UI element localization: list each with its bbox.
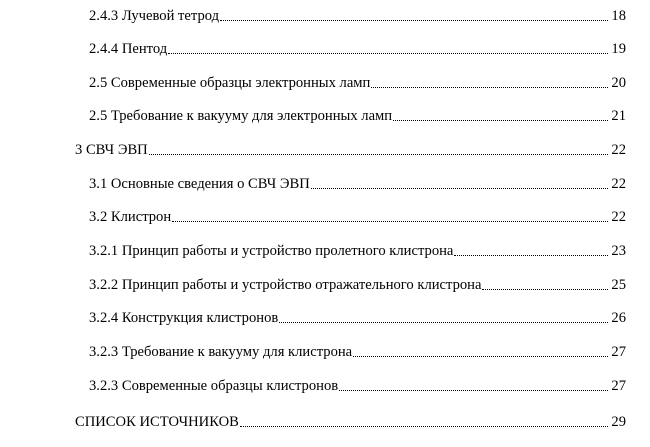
toc-entry-title: 3.2.2 Принцип работы и устройство отражательного клистрона: [89, 277, 482, 293]
toc-entry-page: 27: [611, 378, 626, 394]
dot-leader: [353, 356, 608, 357]
toc-entry-page: 22: [611, 209, 626, 225]
dot-leader: [339, 390, 608, 391]
toc-entry-title: 3.2.4 Конструкция клистронов: [89, 310, 279, 326]
toc-entry: [89, 173, 626, 193]
toc-entry-title: 2.4.3 Лучевой тетрод: [89, 8, 220, 24]
toc-entry-page: 29: [611, 414, 626, 430]
toc-entry: [89, 375, 626, 395]
toc-entry: [89, 206, 626, 226]
toc-entry: [89, 341, 626, 361]
dot-leader: [454, 255, 608, 256]
dot-leader: [172, 221, 608, 222]
dot-leader: [168, 53, 608, 54]
toc-entry-page: 22: [611, 176, 626, 192]
toc-entry-page: 20: [611, 75, 626, 91]
toc-entry: [89, 307, 626, 327]
toc-entry-title: 3.2.1 Принцип работы и устройство пролетного клистрона: [89, 243, 454, 259]
toc-entry-page: 22: [611, 142, 626, 158]
toc-entry-title: 2.5 Современные образцы электронных ламп: [89, 75, 371, 91]
dot-leader: [279, 322, 608, 323]
toc-entry: [89, 274, 626, 294]
toc-entry: [89, 240, 626, 260]
toc-entry: [89, 72, 626, 92]
toc-entry-title: 2.4.4 Пентод: [89, 41, 168, 57]
toc-entry-title: 3.2 Клистрон: [89, 209, 172, 225]
toc-entry-page: 23: [611, 243, 626, 259]
dot-leader: [311, 188, 608, 189]
dot-leader: [220, 20, 608, 21]
toc-entry-title: 3 СВЧ ЭВП: [75, 142, 148, 158]
toc-entry-title: СПИСОК ИСТОЧНИКОВ: [75, 414, 239, 430]
toc-entry: [89, 38, 626, 58]
toc-entry: [89, 5, 626, 25]
toc-entry-page: 19: [611, 41, 626, 57]
dot-leader: [240, 426, 608, 427]
toc-entry-page: 26: [611, 310, 626, 326]
dot-leader: [482, 289, 608, 290]
toc-entry-page: 27: [611, 344, 626, 360]
dot-leader: [371, 87, 608, 88]
toc-entry-page: 18: [611, 8, 626, 24]
toc-entry-title: 2.5 Требование к вакууму для электронных ламп: [89, 108, 393, 124]
toc-entry-title: 3.1 Основные сведения о СВЧ ЭВП: [89, 176, 310, 192]
toc-entry-title: 3.2.3 Требование к вакууму для клистрона: [89, 344, 353, 360]
toc-entry-page: 25: [611, 277, 626, 293]
toc-entry: [89, 105, 626, 125]
toc-entry-title: 3.2.3 Современные образцы клистронов: [89, 378, 339, 394]
toc-entry: [75, 411, 626, 431]
dot-leader: [149, 154, 608, 155]
toc-entry: [75, 139, 626, 159]
dot-leader: [393, 120, 608, 121]
toc-entry-page: 21: [611, 108, 626, 124]
